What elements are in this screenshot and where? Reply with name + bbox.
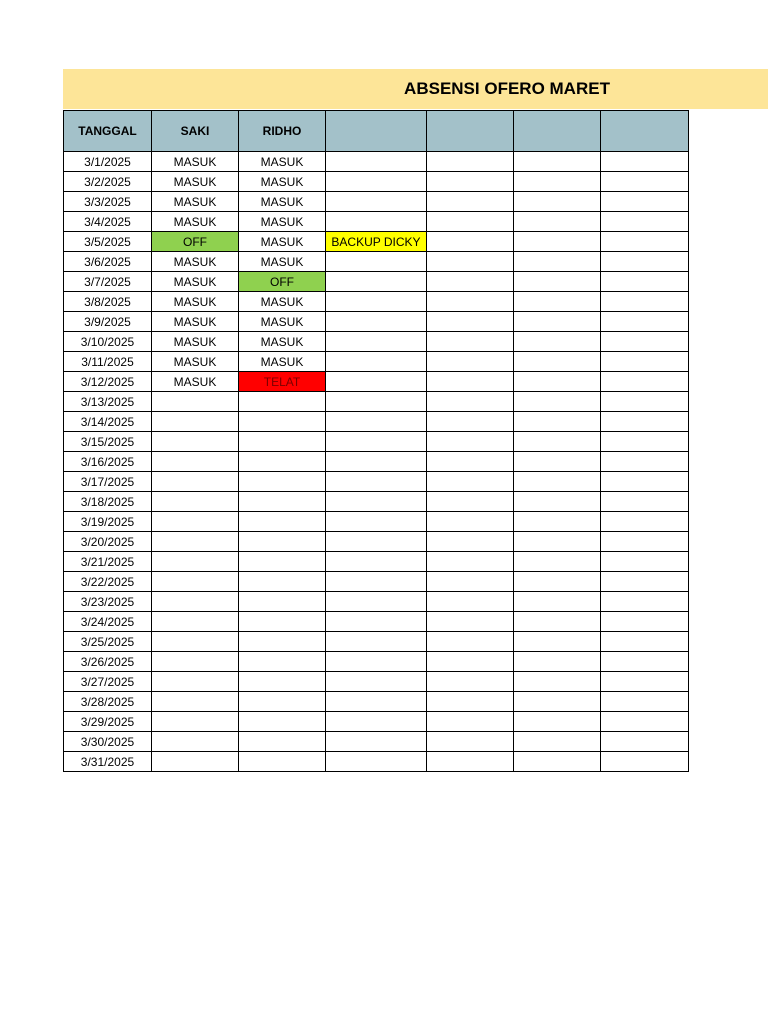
cell-col-d[interactable] (326, 672, 427, 692)
cell-saki[interactable] (152, 472, 239, 492)
cell-tanggal[interactable]: 3/21/2025 (64, 552, 152, 572)
cell-col-f[interactable] (514, 752, 601, 772)
table-row (64, 752, 689, 772)
cell-col-g[interactable] (601, 152, 689, 172)
cell-saki[interactable] (152, 432, 239, 452)
table-row (64, 592, 689, 612)
cell-col-d[interactable] (326, 752, 427, 772)
cell-col-g[interactable] (601, 732, 689, 752)
cell-col-d[interactable] (326, 552, 427, 572)
cell-tanggal[interactable]: 3/22/2025 (64, 572, 152, 592)
table-row (64, 572, 689, 592)
cell-col-f[interactable] (514, 312, 601, 332)
cell-col-e[interactable] (427, 492, 514, 512)
cell-col-d[interactable] (326, 492, 427, 512)
cell-col-g[interactable] (601, 292, 689, 312)
cell-col-f[interactable] (514, 332, 601, 352)
cell-saki[interactable] (152, 512, 239, 532)
cell-ridho[interactable] (239, 572, 326, 592)
cell-col-f[interactable] (514, 372, 601, 392)
cell-col-d[interactable] (326, 292, 427, 312)
cell-col-d[interactable] (326, 652, 427, 672)
cell-col-d[interactable] (326, 352, 427, 372)
cell-ridho[interactable]: MASUK (239, 292, 326, 312)
cell-col-e[interactable] (427, 692, 514, 712)
table-row (64, 252, 689, 272)
cell-tanggal[interactable]: 3/4/2025 (64, 212, 152, 232)
cell-col-d[interactable] (326, 472, 427, 492)
cell-col-g[interactable] (601, 592, 689, 612)
cell-col-d[interactable]: BACKUP DICKY (326, 232, 427, 252)
cell-col-d[interactable] (326, 732, 427, 752)
cell-col-f[interactable] (514, 552, 601, 572)
cell-col-f[interactable] (514, 272, 601, 292)
cell-col-d[interactable] (326, 692, 427, 712)
cell-col-e[interactable] (427, 552, 514, 572)
cell-ridho[interactable] (239, 512, 326, 532)
table-row (64, 272, 689, 292)
cell-saki[interactable] (152, 452, 239, 472)
header-col-g[interactable] (601, 111, 689, 152)
cell-saki[interactable]: MASUK (152, 252, 239, 272)
cell-saki[interactable] (152, 492, 239, 512)
cell-col-g[interactable] (601, 192, 689, 212)
cell-col-g[interactable] (601, 392, 689, 412)
cell-col-g[interactable] (601, 252, 689, 272)
table-row (64, 412, 689, 432)
table-row (64, 552, 689, 572)
cell-col-d[interactable] (326, 532, 427, 552)
header-col-f[interactable] (514, 111, 601, 152)
cell-tanggal[interactable]: 3/11/2025 (64, 352, 152, 372)
cell-col-f[interactable] (514, 212, 601, 232)
table-row (64, 432, 689, 452)
cell-tanggal[interactable]: 3/13/2025 (64, 392, 152, 412)
cell-saki[interactable]: OFF (152, 232, 239, 252)
cell-ridho[interactable] (239, 752, 326, 772)
table-row (64, 612, 689, 632)
cell-col-d[interactable] (326, 712, 427, 732)
table-row (64, 312, 689, 332)
cell-tanggal[interactable]: 3/2/2025 (64, 172, 152, 192)
cell-ridho[interactable] (239, 472, 326, 492)
cell-col-g[interactable] (601, 712, 689, 732)
cell-col-f[interactable] (514, 492, 601, 512)
cell-col-d[interactable] (326, 512, 427, 532)
cell-col-e[interactable] (427, 672, 514, 692)
header-saki[interactable]: SAKI (152, 111, 239, 152)
cell-tanggal[interactable]: 3/1/2025 (64, 152, 152, 172)
cell-saki[interactable] (152, 752, 239, 772)
cell-ridho[interactable]: MASUK (239, 152, 326, 172)
cell-col-e[interactable] (427, 532, 514, 552)
cell-col-d[interactable] (326, 612, 427, 632)
header-col-d[interactable] (326, 111, 427, 152)
cell-col-d[interactable] (326, 392, 427, 412)
cell-col-f[interactable] (514, 192, 601, 212)
cell-col-g[interactable] (601, 532, 689, 552)
cell-tanggal[interactable]: 3/29/2025 (64, 712, 152, 732)
cell-col-e[interactable] (427, 612, 514, 632)
cell-col-g[interactable] (601, 572, 689, 592)
cell-tanggal[interactable]: 3/28/2025 (64, 692, 152, 712)
table-row (64, 532, 689, 552)
cell-col-e[interactable] (427, 452, 514, 472)
table-row (64, 492, 689, 512)
cell-saki[interactable]: MASUK (152, 192, 239, 212)
cell-col-f[interactable] (514, 652, 601, 672)
cell-saki[interactable] (152, 672, 239, 692)
cell-col-d[interactable] (326, 252, 427, 272)
cell-col-e[interactable] (427, 372, 514, 392)
cell-col-f[interactable] (514, 572, 601, 592)
cell-ridho[interactable] (239, 392, 326, 412)
cell-col-f[interactable] (514, 592, 601, 612)
cell-ridho[interactable] (239, 692, 326, 712)
cell-col-g[interactable] (601, 672, 689, 692)
cell-col-e[interactable] (427, 352, 514, 372)
cell-col-d[interactable] (326, 192, 427, 212)
cell-col-g[interactable] (601, 172, 689, 192)
cell-ridho[interactable]: MASUK (239, 352, 326, 372)
cell-col-g[interactable] (601, 752, 689, 772)
table-row (64, 332, 689, 352)
table-row (64, 632, 689, 652)
cell-col-e[interactable] (427, 172, 514, 192)
cell-tanggal[interactable]: 3/24/2025 (64, 612, 152, 632)
cell-col-g[interactable] (601, 412, 689, 432)
cell-col-f[interactable] (514, 612, 601, 632)
cell-tanggal[interactable]: 3/6/2025 (64, 252, 152, 272)
cell-tanggal[interactable]: 3/7/2025 (64, 272, 152, 292)
cell-col-d[interactable] (326, 592, 427, 612)
cell-col-g[interactable] (601, 212, 689, 232)
cell-saki[interactable] (152, 572, 239, 592)
cell-saki[interactable]: MASUK (152, 372, 239, 392)
cell-col-g[interactable] (601, 472, 689, 492)
cell-col-f[interactable] (514, 432, 601, 452)
cell-col-f[interactable] (514, 732, 601, 752)
cell-ridho[interactable] (239, 532, 326, 552)
cell-ridho[interactable]: TELAT (239, 372, 326, 392)
cell-ridho[interactable] (239, 652, 326, 672)
cell-col-g[interactable] (601, 632, 689, 652)
table-row (64, 292, 689, 312)
cell-tanggal[interactable]: 3/31/2025 (64, 752, 152, 772)
table-row (64, 152, 689, 172)
cell-col-f[interactable] (514, 152, 601, 172)
cell-tanggal[interactable]: 3/19/2025 (64, 512, 152, 532)
cell-col-d[interactable] (326, 372, 427, 392)
table-row (64, 692, 689, 712)
table-row (64, 172, 689, 192)
cell-saki[interactable] (152, 392, 239, 412)
cell-col-g[interactable] (601, 552, 689, 572)
cell-col-e[interactable] (427, 332, 514, 352)
cell-col-d[interactable] (326, 572, 427, 592)
cell-ridho[interactable] (239, 432, 326, 452)
cell-tanggal[interactable]: 3/26/2025 (64, 652, 152, 672)
cell-col-f[interactable] (514, 712, 601, 732)
cell-ridho[interactable] (239, 492, 326, 512)
cell-tanggal[interactable]: 3/25/2025 (64, 632, 152, 652)
cell-ridho[interactable]: MASUK (239, 232, 326, 252)
cell-col-d[interactable] (326, 332, 427, 352)
cell-tanggal[interactable]: 3/16/2025 (64, 452, 152, 472)
cell-col-d[interactable] (326, 152, 427, 172)
cell-col-g[interactable] (601, 692, 689, 712)
cell-col-e[interactable] (427, 312, 514, 332)
header-col-e[interactable] (427, 111, 514, 152)
cell-tanggal[interactable]: 3/3/2025 (64, 192, 152, 212)
cell-ridho[interactable]: MASUK (239, 332, 326, 352)
cell-col-e[interactable] (427, 572, 514, 592)
cell-ridho[interactable]: MASUK (239, 192, 326, 212)
cell-col-d[interactable] (326, 212, 427, 232)
table-row (64, 672, 689, 692)
cell-saki[interactable]: MASUK (152, 152, 239, 172)
cell-col-d[interactable] (326, 412, 427, 432)
cell-ridho[interactable]: MASUK (239, 312, 326, 332)
cell-tanggal[interactable]: 3/23/2025 (64, 592, 152, 612)
cell-tanggal[interactable]: 3/9/2025 (64, 312, 152, 332)
cell-ridho[interactable] (239, 632, 326, 652)
cell-col-f[interactable] (514, 352, 601, 372)
cell-saki[interactable]: MASUK (152, 352, 239, 372)
cell-saki[interactable] (152, 552, 239, 572)
cell-col-f[interactable] (514, 172, 601, 192)
cell-col-e[interactable] (427, 632, 514, 652)
cell-saki[interactable] (152, 652, 239, 672)
cell-col-g[interactable] (601, 272, 689, 292)
table-row (64, 372, 689, 392)
cell-col-g[interactable] (601, 372, 689, 392)
cell-ridho[interactable]: OFF (239, 272, 326, 292)
cell-col-g[interactable] (601, 612, 689, 632)
cell-col-e[interactable] (427, 272, 514, 292)
cell-col-d[interactable] (326, 272, 427, 292)
cell-col-e[interactable] (427, 592, 514, 612)
cell-saki[interactable]: MASUK (152, 212, 239, 232)
cell-col-e[interactable] (427, 752, 514, 772)
cell-tanggal[interactable]: 3/30/2025 (64, 732, 152, 752)
cell-col-g[interactable] (601, 492, 689, 512)
header-tanggal[interactable]: TANGGAL (64, 111, 152, 152)
cell-col-g[interactable] (601, 652, 689, 672)
cell-col-g[interactable] (601, 352, 689, 372)
cell-col-e[interactable] (427, 392, 514, 412)
cell-saki[interactable] (152, 412, 239, 432)
cell-ridho[interactable] (239, 412, 326, 432)
cell-tanggal[interactable]: 3/5/2025 (64, 232, 152, 252)
cell-col-g[interactable] (601, 452, 689, 472)
sheet-title: ABSENSI OFERO MARET (404, 79, 610, 98)
header-row (64, 111, 689, 152)
cell-col-g[interactable] (601, 332, 689, 352)
table-row (64, 512, 689, 532)
cell-col-e[interactable] (427, 252, 514, 272)
cell-col-e[interactable] (427, 212, 514, 232)
cell-ridho[interactable]: MASUK (239, 172, 326, 192)
cell-col-e[interactable] (427, 412, 514, 432)
cell-col-e[interactable] (427, 152, 514, 172)
cell-col-f[interactable] (514, 672, 601, 692)
cell-col-d[interactable] (326, 432, 427, 452)
cell-tanggal[interactable]: 3/8/2025 (64, 292, 152, 312)
cell-ridho[interactable] (239, 552, 326, 572)
table-row (64, 472, 689, 492)
cell-col-e[interactable] (427, 652, 514, 672)
cell-col-e[interactable] (427, 712, 514, 732)
cell-ridho[interactable] (239, 712, 326, 732)
cell-tanggal[interactable]: 3/18/2025 (64, 492, 152, 512)
cell-col-e[interactable] (427, 732, 514, 752)
cell-saki[interactable]: MASUK (152, 292, 239, 312)
cell-saki[interactable] (152, 612, 239, 632)
cell-ridho[interactable] (239, 732, 326, 752)
cell-saki[interactable] (152, 712, 239, 732)
cell-col-e[interactable] (427, 472, 514, 492)
table-row (64, 732, 689, 752)
cell-col-f[interactable] (514, 512, 601, 532)
cell-col-f[interactable] (514, 472, 601, 492)
cell-saki[interactable]: MASUK (152, 312, 239, 332)
cell-ridho[interactable] (239, 452, 326, 472)
cell-saki[interactable]: MASUK (152, 172, 239, 192)
cell-tanggal[interactable]: 3/27/2025 (64, 672, 152, 692)
cell-saki[interactable] (152, 532, 239, 552)
cell-col-g[interactable] (601, 312, 689, 332)
cell-col-e[interactable] (427, 192, 514, 212)
cell-tanggal[interactable]: 3/15/2025 (64, 432, 152, 452)
cell-col-d[interactable] (326, 312, 427, 332)
cell-tanggal[interactable]: 3/20/2025 (64, 532, 152, 552)
cell-col-d[interactable] (326, 172, 427, 192)
table-row (64, 212, 689, 232)
cell-col-f[interactable] (514, 532, 601, 552)
cell-saki[interactable]: MASUK (152, 332, 239, 352)
cell-ridho[interactable] (239, 612, 326, 632)
cell-saki[interactable] (152, 732, 239, 752)
cell-tanggal[interactable]: 3/14/2025 (64, 412, 152, 432)
cell-tanggal[interactable]: 3/17/2025 (64, 472, 152, 492)
table-row (64, 352, 689, 372)
cell-col-f[interactable] (514, 452, 601, 472)
table-row (64, 452, 689, 472)
cell-tanggal[interactable]: 3/12/2025 (64, 372, 152, 392)
table-row (64, 192, 689, 212)
cell-ridho[interactable]: MASUK (239, 212, 326, 232)
cell-col-e[interactable] (427, 432, 514, 452)
cell-col-e[interactable] (427, 512, 514, 532)
cell-tanggal[interactable]: 3/10/2025 (64, 332, 152, 352)
cell-saki[interactable]: MASUK (152, 272, 239, 292)
cell-col-f[interactable] (514, 392, 601, 412)
cell-col-f[interactable] (514, 292, 601, 312)
cell-col-e[interactable] (427, 292, 514, 312)
cell-col-f[interactable] (514, 232, 601, 252)
cell-col-f[interactable] (514, 252, 601, 272)
table-body (64, 152, 689, 772)
cell-col-d[interactable] (326, 452, 427, 472)
cell-saki[interactable] (152, 592, 239, 612)
cell-col-f[interactable] (514, 692, 601, 712)
cell-col-g[interactable] (601, 432, 689, 452)
table-row (64, 652, 689, 672)
cell-col-e[interactable] (427, 232, 514, 252)
cell-ridho[interactable] (239, 592, 326, 612)
cell-saki[interactable] (152, 692, 239, 712)
cell-saki[interactable] (152, 632, 239, 652)
cell-col-f[interactable] (514, 632, 601, 652)
attendance-table (63, 110, 689, 772)
cell-col-g[interactable] (601, 232, 689, 252)
table-row (64, 232, 689, 252)
table-row (64, 392, 689, 412)
header-ridho[interactable]: RIDHO (239, 111, 326, 152)
title-bar (63, 69, 768, 109)
cell-col-d[interactable] (326, 632, 427, 652)
cell-col-f[interactable] (514, 412, 601, 432)
cell-ridho[interactable]: MASUK (239, 252, 326, 272)
cell-col-g[interactable] (601, 512, 689, 532)
table-row (64, 712, 689, 732)
cell-ridho[interactable] (239, 672, 326, 692)
